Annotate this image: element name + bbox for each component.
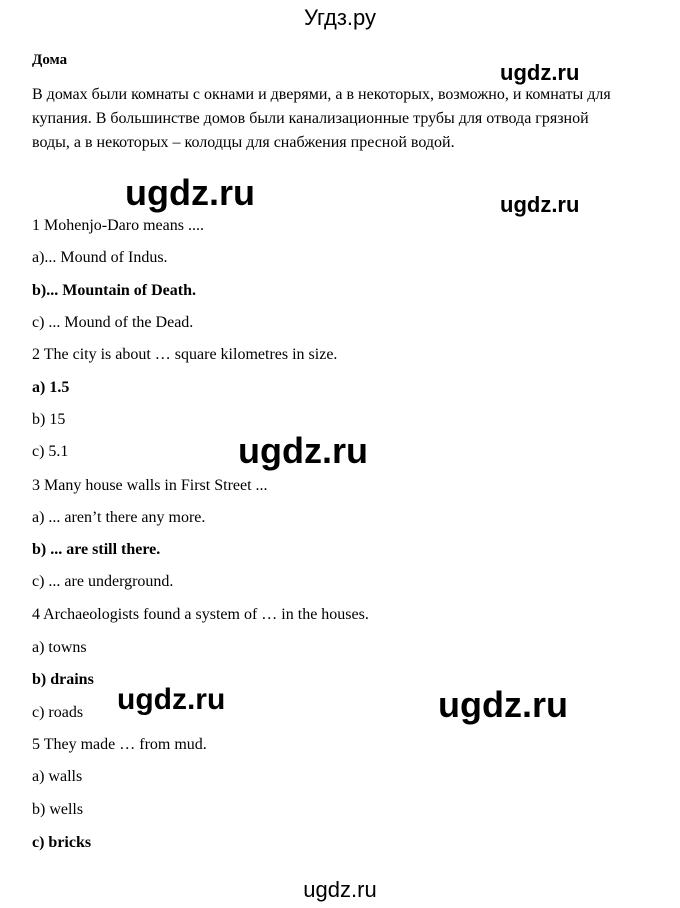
question-4-option-b: b) drains: [32, 671, 94, 688]
question-2-option-c: c) 5.1: [32, 443, 69, 460]
question-1-option-a: a)... Mound of Indus.: [32, 249, 168, 266]
watermark: ugdz.ru: [125, 172, 255, 213]
question-3-option-a: a) ... aren’t there any more.: [32, 509, 206, 526]
watermark: ugdz.ru: [238, 430, 368, 471]
question-2: 2 The city is about … square kilometres in size.: [32, 346, 338, 363]
watermark: ugdz.ru: [500, 192, 580, 217]
question-5: 5 They made … from mud.: [32, 736, 207, 753]
question-4-option-a: a) towns: [32, 639, 87, 656]
site-title: Угдз.ру: [303, 5, 377, 30]
question-4: 4 Archaeologists found a system of … in the houses.: [32, 606, 369, 623]
question-5-option-b: b) wells: [32, 801, 84, 818]
question-5-option-c: c) bricks: [32, 834, 92, 851]
footer-site-link[interactable]: ugdz.ru: [303, 877, 377, 902]
question-1-option-b: b)... Mountain of Death.: [32, 282, 197, 299]
question-2-option-b: b) 15: [32, 411, 66, 428]
question-1-option-c: c) ... Mound of the Dead.: [32, 314, 194, 331]
question-4-option-c: c) roads: [32, 704, 84, 721]
section-paragraph: В домах были комнаты с окнами и дверями, а в некоторых, возможно, и комнаты для купания. В большинстве домов были канализационные трубы для отвода грязной воды, а в некоторых – колодцы для снабжения пресной водой.: [32, 86, 611, 151]
question-3: 3 Many house walls in First Street ...: [32, 477, 268, 494]
question-1: 1 Mohenjo-Daro means ....: [32, 217, 204, 234]
watermark: ugdz.ru: [117, 683, 226, 716]
question-3-option-c: c) ... are underground.: [32, 573, 174, 590]
question-3-option-b: b) ... are still there.: [32, 541, 161, 558]
question-5-option-a: a) walls: [32, 768, 83, 785]
section-heading: Дома: [32, 52, 68, 68]
watermark: ugdz.ru: [500, 60, 580, 85]
question-2-option-a: a) 1.5: [32, 379, 70, 396]
watermark: ugdz.ru: [438, 684, 568, 725]
